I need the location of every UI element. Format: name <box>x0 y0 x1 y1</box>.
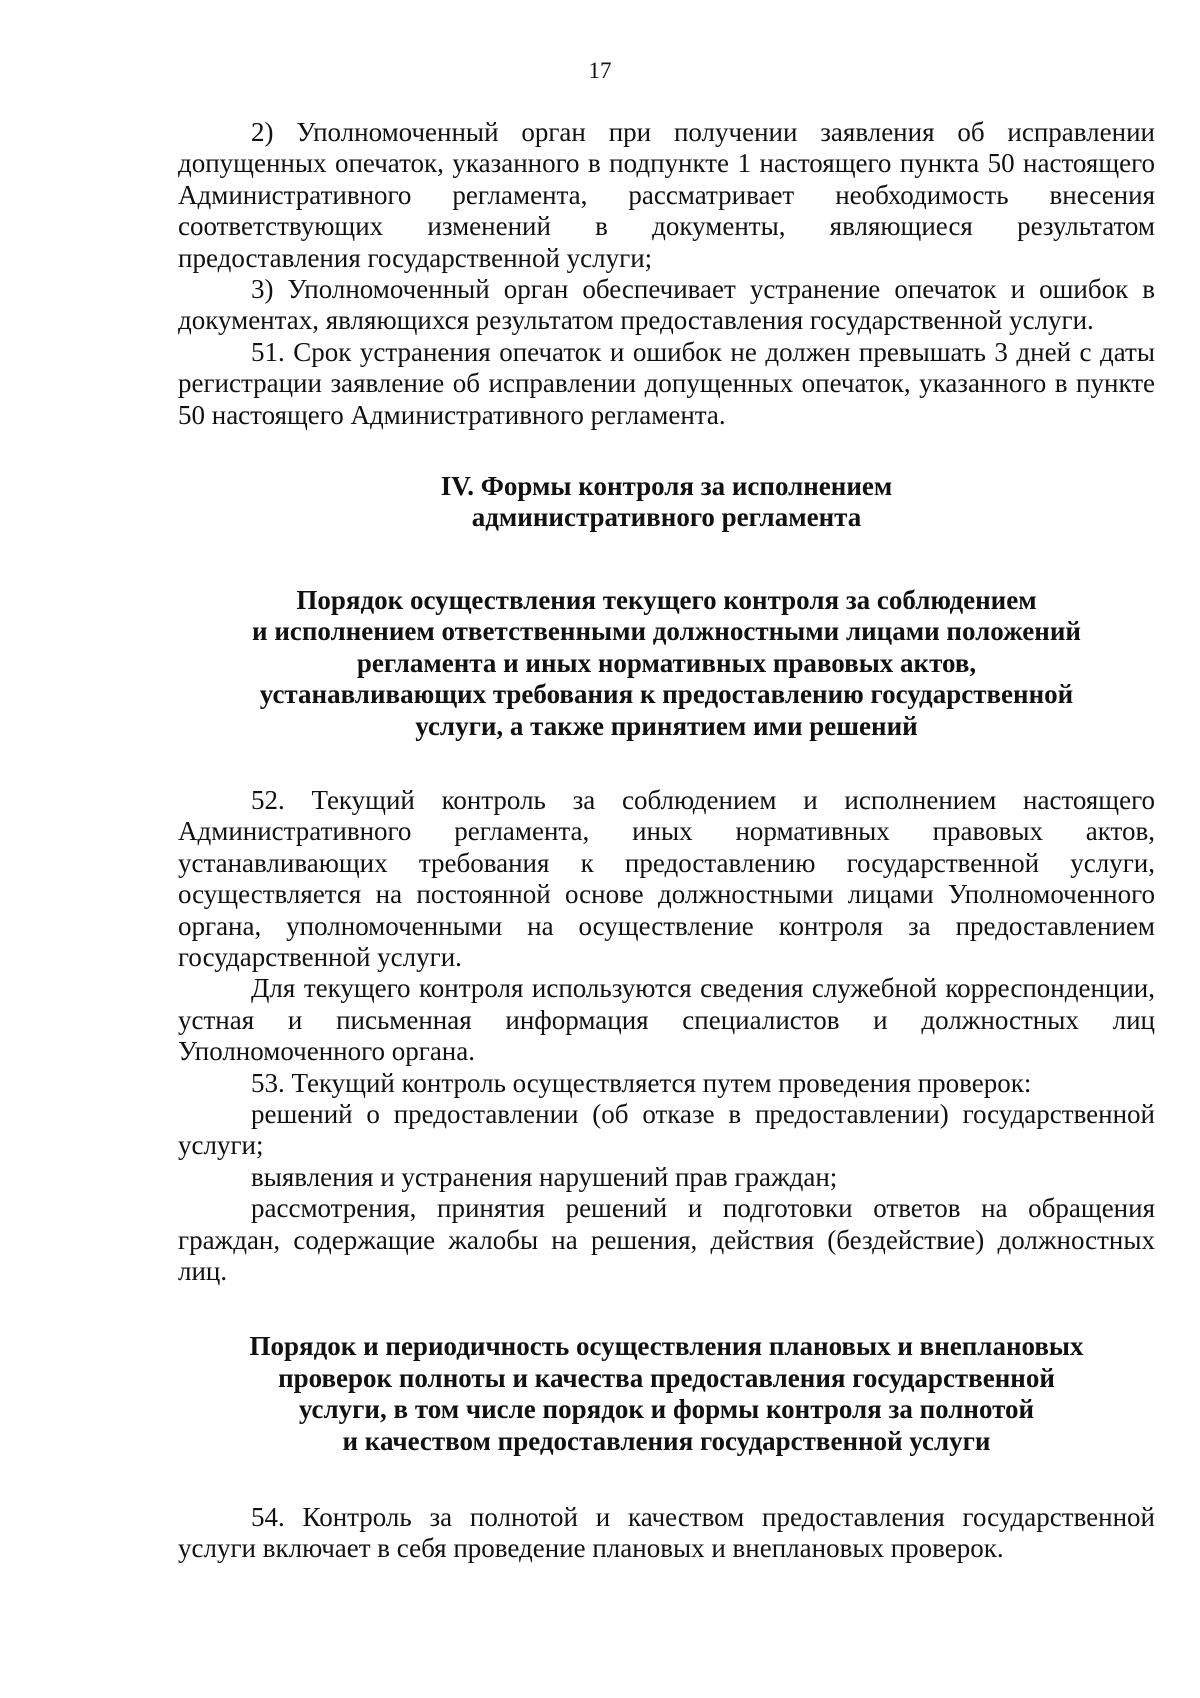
paragraph-52-sources: Для текущего контроля используются сведения служебной корреспонденции, устная и письменная информация специалистов и должностных лиц Уполномоченного органа. <box>178 973 1155 1067</box>
paragraph-51: 51. Срок устранения опечаток и ошибок не должен превышать 3 дней с даты регистрации заявление об исправлении допущенных опечаток, указанного в пункте 50 настоящего Административного регламента. <box>178 336 1155 430</box>
heading-line: проверок полноты и качества предоставления государственной <box>278 1362 1055 1393</box>
heading-line: Порядок осуществления текущего контроля за соблюдением <box>296 584 1037 615</box>
section-heading-iv <box>178 471 1155 534</box>
heading-line: Порядок и периодичность осуществления плановых и внеплановых <box>249 1331 1084 1362</box>
heading-line: административного регламента <box>471 502 862 533</box>
heading-line: услуги, в том числе порядок и формы контроля за полнотой <box>298 1394 1035 1425</box>
subsection-heading-inspections <box>178 1331 1155 1457</box>
paragraph-53-item-appeals: рассмотрения, принятия решений и подготовки ответов на обращения граждан, содержащие жалобы на решения, действия (бездействие) должностных лиц. <box>178 1193 1155 1286</box>
paragraph-50-item-3: 3) Уполномоченный орган обеспечивает устранение опечаток и ошибок в документах, являющихся результатом предоставления государственной услуги. <box>178 274 1155 336</box>
paragraph-53: 53. Текущий контроль осуществляется путем проведения проверок: <box>251 1067 1032 1098</box>
heading-line: услуги, а также принятием ими решений <box>415 710 918 741</box>
heading-line: и исполнением ответственными должностными лицами положений <box>252 616 1081 647</box>
heading-line: IV. Формы контроля за исполнением <box>440 471 893 502</box>
paragraph-52: 52. Текущий контроль за соблюдением и исполнением настоящего Административного регламента, иных нормативных правовых актов, устанавливающих требования к предоставлению государственной услуги, осуществляется на постоянной основе должностными лицами Уполномоченного органа, уполномоченными на осуществление контроля за предоставлением государственной услуги. <box>178 784 1155 972</box>
paragraph-53-item-decisions: решений о предоставлении (об отказе в предоставлении) государственной услуги; <box>178 1098 1155 1161</box>
heading-line: и качеством предоставления государственной услуги <box>342 1425 991 1456</box>
page-content <box>178 117 1155 1565</box>
heading-line: регламента и иных нормативных правовых актов, <box>356 647 977 678</box>
subsection-heading-current-control <box>178 585 1155 742</box>
paragraph-50-item-2: 2) Уполномоченный орган при получении заявления об исправлении допущенных опечаток, указанного в подпункте 1 настоящего пункта 50 настоящего Административного регламента, рассматривает необходимость внесения соответствующих изменений в документы, являющиеся результатом предоставления государственной услуги; <box>178 117 1155 273</box>
paragraph-53-item-violations: выявления и устранения нарушений прав граждан; <box>251 1161 838 1192</box>
paragraph-54: 54. Контроль за полнотой и качеством предоставления государственной услуги включает в себя проведение плановых и внеплановых проверок. <box>178 1502 1155 1564</box>
heading-line: устанавливающих требования к предоставлению государственной <box>259 679 1074 710</box>
page-number: 17 <box>588 58 612 83</box>
